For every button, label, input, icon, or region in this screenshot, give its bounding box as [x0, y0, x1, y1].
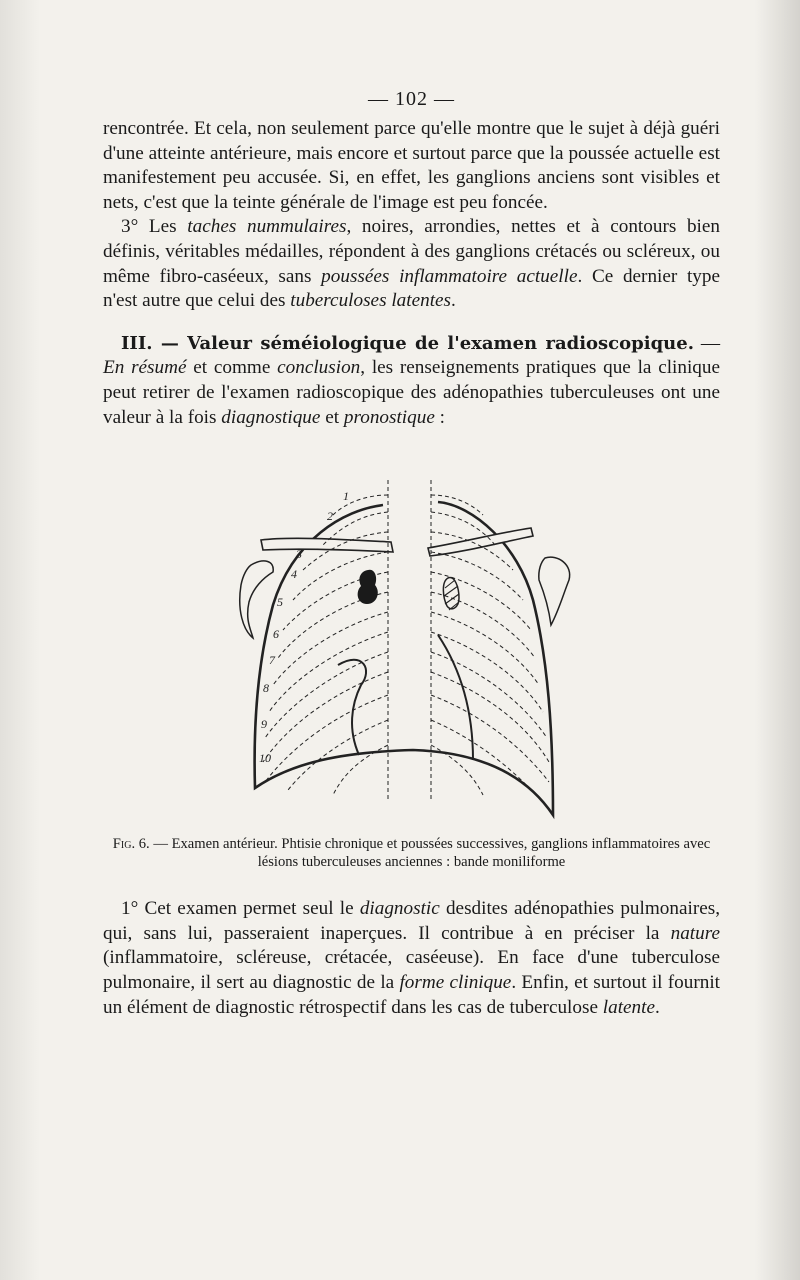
- italic-term: diagnostic: [359, 898, 440, 920]
- italic-term: latente: [602, 996, 655, 1018]
- rib-number: 7: [269, 653, 275, 668]
- caption-text: — Examen antérieur. Phtisie chronique et poussées successives, ganglions inflammatoires avec lésions tuberculeuses anciennes : bande moniliforme: [149, 836, 711, 871]
- text-run: .: [654, 996, 660, 1018]
- text-run: , noires, arrondies, nettes et à contours bien définis, véritables médailles, répondent à des ganglions crétacés ou scléreux, ou même fibro-caséeux, sans: [103, 216, 720, 287]
- text-run: et comme: [186, 357, 278, 379]
- page-edge-right: [755, 0, 800, 1280]
- italic-term: conclusion: [277, 357, 361, 379]
- text-run: —: [693, 332, 721, 354]
- book-page: [103, 88, 720, 1020]
- rib-number: 8: [263, 681, 269, 696]
- paragraph-point-1: [103, 897, 720, 1020]
- text-run: (inflammatoire, scléreuse, crétacée, caséeuse). En face d'une tuberculose pulmonaire, il sert au diagnostic de la: [103, 947, 720, 993]
- figure-caption: [97, 835, 726, 871]
- nummular-spot: [358, 570, 378, 604]
- figure-label: Fig. 6.: [112, 836, 150, 853]
- italic-term: nature: [670, 922, 720, 944]
- text-run: :: [434, 406, 445, 428]
- section-heading: III. — Valeur séméiologique de l'examen radioscopique.: [121, 332, 694, 354]
- text-run: et: [320, 406, 344, 428]
- rib-number: 9: [261, 717, 267, 732]
- paragraph-continuation: rencontrée. Et cela, non seulement parce qu'elle montre que le sujet à déjà guéri d'une atteinte antérieure, mais encore et surtout parce que la poussée actuelle est manifestement peu accusée. Si, en effet, les ganglions anciens sont visibles et nets, c'est que la teinte générale de l'image est peu foncée.: [103, 118, 720, 213]
- rib-number: 10: [259, 751, 271, 766]
- text-run: .: [451, 290, 456, 312]
- rib-number: 1: [343, 489, 349, 504]
- italic-term: taches nummulaires: [187, 216, 347, 238]
- text-run: desdites adénopathies pulmonaires, qui, sans lui, passeraient inaperçues. Il contribue à en préciser la: [103, 898, 720, 944]
- page-edge-left: [0, 0, 40, 1280]
- chest-xray-drawing: [233, 470, 578, 825]
- italic-term: pronostique: [343, 406, 435, 428]
- paragraph-section-iii: [103, 332, 720, 430]
- text-run: 1° Cet examen permet seul le: [121, 898, 360, 920]
- rib-number: 6: [273, 627, 279, 642]
- text-run: . Enfin, et surtout il fournit un élément de diagnostic rétrospectif dans les cas de tuberculose: [103, 971, 720, 1018]
- page-number: — 102 —: [368, 88, 455, 110]
- italic-term: forme clinique: [399, 971, 512, 993]
- rib-number: 2: [327, 509, 333, 524]
- italic-term: poussées inflammatoire actuelle: [321, 265, 578, 287]
- text-run: , les renseignements pratiques que la clinique peut retirer de l'examen radioscopique des adénopathies tuberculeuses ont une valeur à la fois: [103, 357, 721, 428]
- italic-term: diagnostique: [221, 406, 321, 428]
- italic-term: En résumé: [103, 357, 187, 379]
- text-run: . Ce dernier type n'est autre que celui des: [103, 265, 720, 312]
- italic-term: tuberculoses latentes: [290, 290, 452, 312]
- paragraph-taches-nummulaires: [103, 215, 720, 313]
- rib-number: 5: [277, 595, 283, 610]
- figure-chest-radiograph: [103, 470, 720, 825]
- rib-number: 3: [296, 547, 302, 562]
- text-run: 3° Les: [121, 216, 188, 238]
- rib-number: 4: [291, 567, 297, 582]
